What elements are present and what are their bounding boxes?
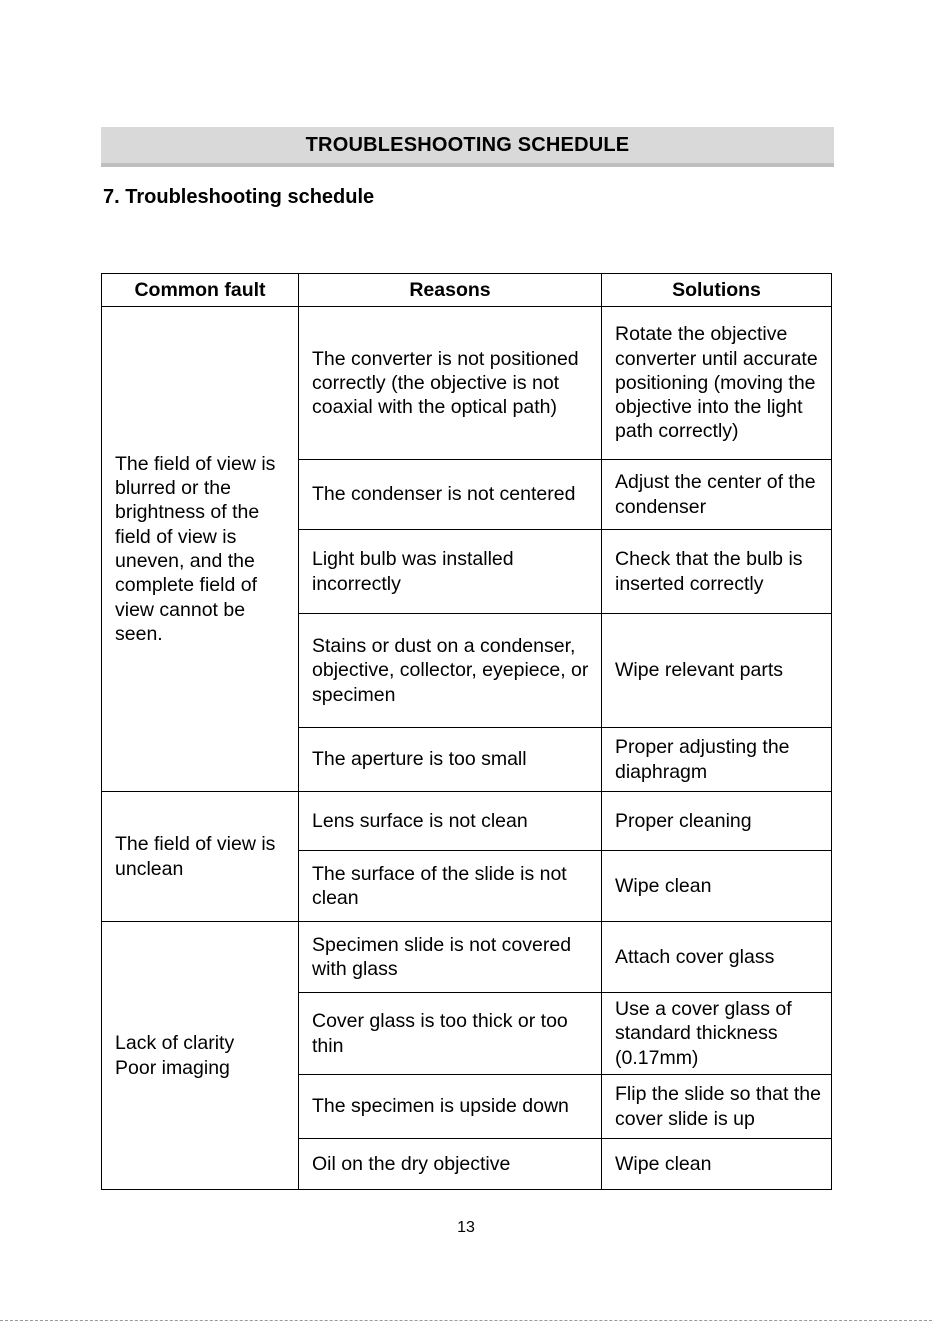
reason-cell: Cover glass is too thick or too thin bbox=[299, 993, 602, 1075]
page-bottom-divider bbox=[0, 1320, 932, 1321]
reason-cell: The converter is not positioned correctly (the objective is not coaxial with the optical path) bbox=[299, 307, 602, 460]
reason-cell: The specimen is upside down bbox=[299, 1075, 602, 1139]
reason-cell: Specimen slide is not covered with glass bbox=[299, 922, 602, 993]
column-header-solutions: Solutions bbox=[602, 274, 832, 307]
solution-cell: Wipe clean bbox=[602, 1139, 832, 1190]
column-header-reasons: Reasons bbox=[299, 274, 602, 307]
solution-cell: Check that the bulb is inserted correctly bbox=[602, 530, 832, 614]
solution-cell: Adjust the center of the condenser bbox=[602, 460, 832, 530]
reason-cell: Stains or dust on a condenser, objective, collector, eyepiece, or specimen bbox=[299, 614, 602, 728]
solution-cell: Attach cover glass bbox=[602, 922, 832, 993]
solution-cell: Proper cleaning bbox=[602, 792, 832, 851]
solution-cell: Wipe clean bbox=[602, 851, 832, 922]
page-header-title: TROUBLESHOOTING SCHEDULE bbox=[305, 133, 630, 156]
solution-cell: Proper adjusting the diaphragm bbox=[602, 728, 832, 792]
troubleshooting-table bbox=[101, 273, 832, 1190]
reason-cell: Lens surface is not clean bbox=[299, 792, 602, 851]
column-header-common-fault: Common fault bbox=[102, 274, 299, 307]
section-title: 7. Troubleshooting schedule bbox=[103, 186, 375, 208]
reason-cell: Oil on the dry objective bbox=[299, 1139, 602, 1190]
reason-cell: Light bulb was installed incorrectly bbox=[299, 530, 602, 614]
fault-cell: The field of view is unclean bbox=[102, 792, 299, 922]
table-row bbox=[102, 792, 832, 851]
solution-cell: Rotate the objective converter until accurate positioning (moving the objective into the light path correctly) bbox=[602, 307, 832, 460]
fault-cell: The field of view is blurred or the brightness of the field of view is uneven, and the complete field of view cannot be seen. bbox=[102, 307, 299, 792]
solution-cell: Use a cover glass of standard thickness (0.17mm) bbox=[602, 993, 832, 1075]
page-number: 13 bbox=[457, 1219, 475, 1236]
reason-cell: The surface of the slide is not clean bbox=[299, 851, 602, 922]
solution-cell: Wipe relevant parts bbox=[602, 614, 832, 728]
page-header-bar bbox=[101, 127, 834, 167]
table-header-row bbox=[102, 274, 832, 307]
solution-cell: Flip the slide so that the cover slide is up bbox=[602, 1075, 832, 1139]
reason-cell: The aperture is too small bbox=[299, 728, 602, 792]
table-row bbox=[102, 307, 832, 460]
reason-cell: The condenser is not centered bbox=[299, 460, 602, 530]
table-row bbox=[102, 922, 832, 993]
fault-cell: Lack of clarity Poor imaging bbox=[102, 922, 299, 1190]
